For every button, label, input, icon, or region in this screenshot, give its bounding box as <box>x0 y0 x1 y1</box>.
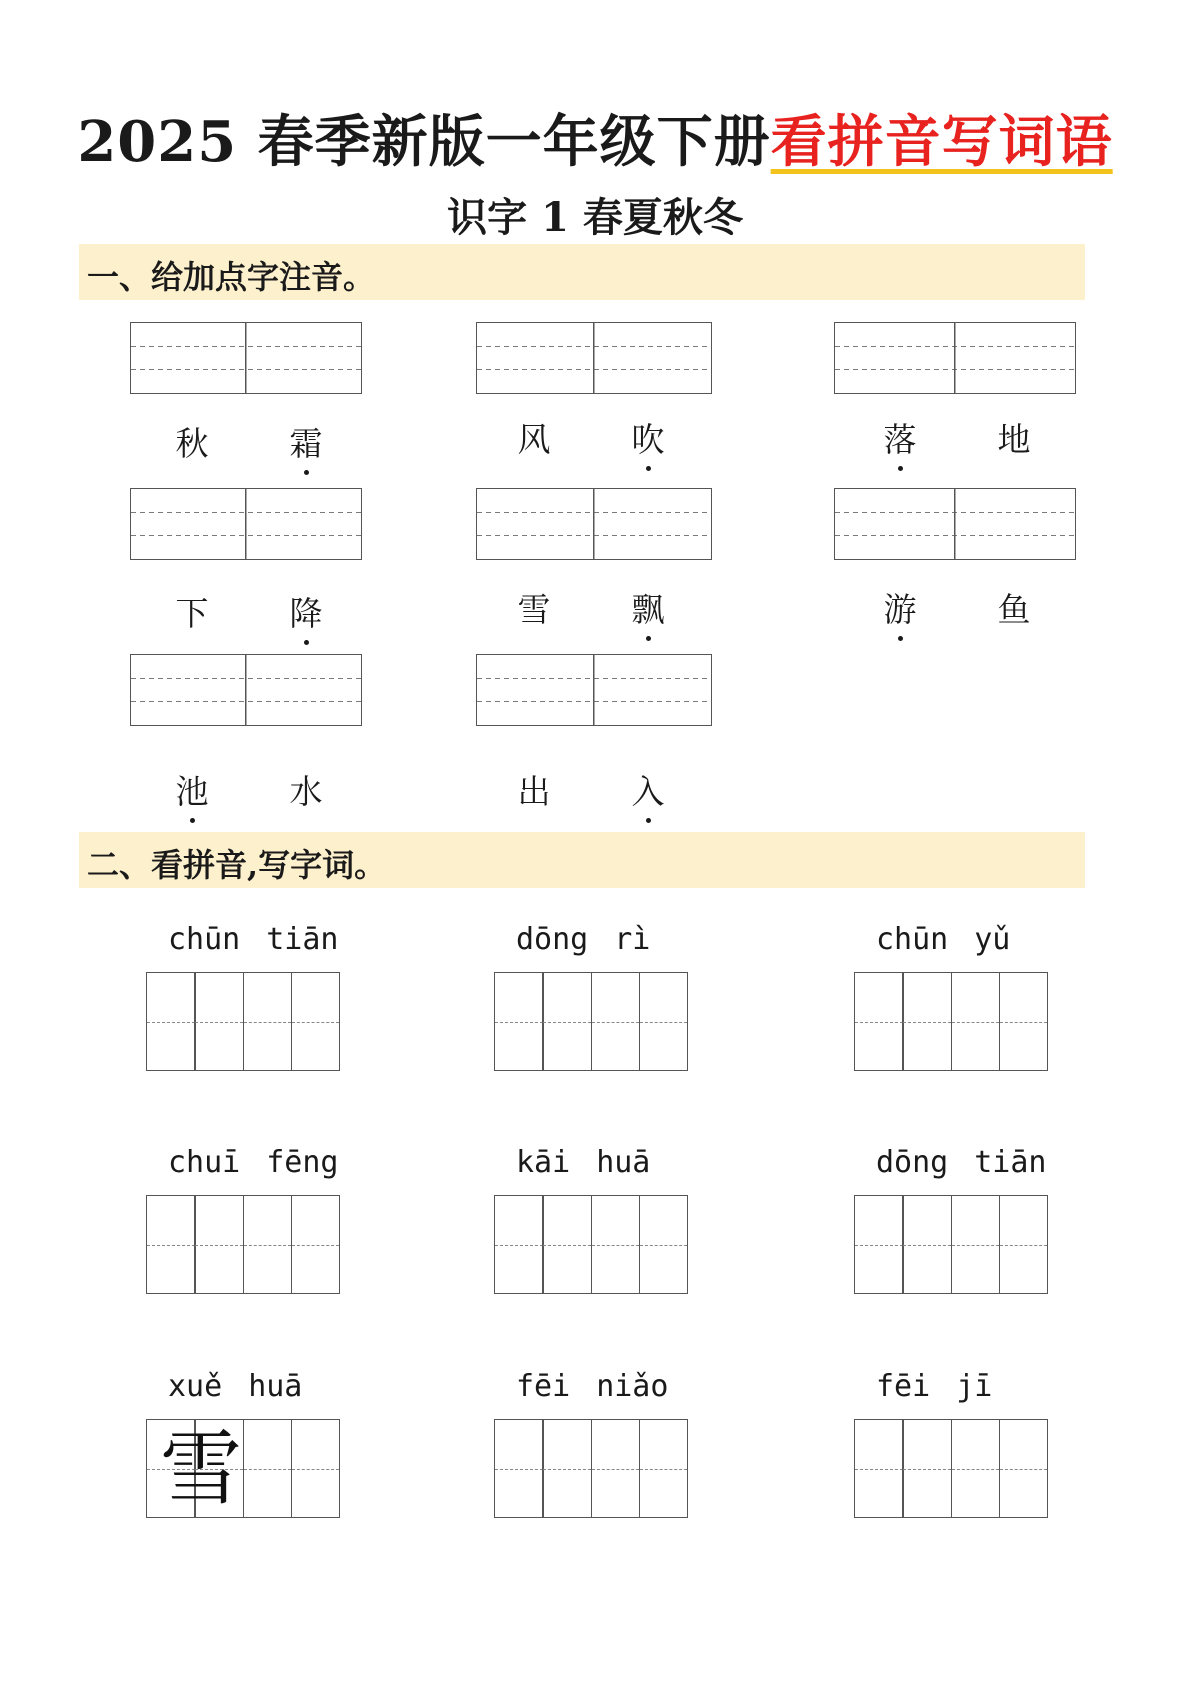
pinyin-syllable: chūn <box>168 922 241 957</box>
writing-cell[interactable] <box>243 1419 293 1518</box>
writing-cell[interactable] <box>854 972 904 1071</box>
word-characters <box>172 766 326 813</box>
pinyin-syllable: rì <box>614 922 651 957</box>
pinyin-answer-box[interactable] <box>476 654 712 726</box>
page-title <box>0 98 1190 178</box>
writing-cell[interactable] <box>591 1419 641 1518</box>
writing-cell[interactable] <box>854 1419 904 1518</box>
section1-header <box>79 244 1085 300</box>
page-subtitle: 识字 1 春夏秋冬 <box>447 194 743 241</box>
character: 水 <box>289 772 323 811</box>
pinyin-syllable: yǔ <box>974 922 1011 957</box>
pinyin-label <box>876 1145 1047 1180</box>
pinyin-syllable: tiān <box>266 922 339 957</box>
pinyin-answer-box[interactable] <box>834 488 1076 560</box>
character: 风 <box>517 420 551 459</box>
writing-cell[interactable] <box>542 1419 592 1518</box>
writing-cell[interactable] <box>951 972 1001 1071</box>
section2-header <box>79 832 1085 888</box>
writing-cell[interactable] <box>494 972 544 1071</box>
writing-grid <box>146 1195 344 1294</box>
pinyin-syllable: fēi <box>876 1369 931 1404</box>
pinyin-label <box>168 1145 339 1180</box>
dotted-character: 降 <box>286 588 326 635</box>
pinyin-syllable: dōng <box>876 1145 949 1180</box>
word-characters <box>880 584 1034 631</box>
character: 下 <box>175 594 209 633</box>
writing-grid <box>854 1195 1052 1294</box>
dotted-character: 霜 <box>286 418 326 465</box>
section2-heading: 二、看拼音,写字词。 <box>87 846 387 884</box>
writing-cell[interactable] <box>951 1195 1001 1294</box>
pinyin-syllable: huā <box>248 1369 303 1404</box>
character: 秋 <box>175 424 209 463</box>
writing-cell[interactable] <box>494 1195 544 1294</box>
pinyin-label <box>168 922 339 957</box>
pinyin-syllable: fēi <box>516 1369 571 1404</box>
dotted-character: 落 <box>880 414 920 461</box>
writing-cell[interactable] <box>591 1195 641 1294</box>
pinyin-syllable: dōng <box>516 922 589 957</box>
pinyin-label <box>876 922 1010 957</box>
writing-cell[interactable] <box>291 1419 341 1518</box>
writing-grid <box>494 1419 692 1518</box>
writing-cell[interactable] <box>639 1419 689 1518</box>
character: 鱼 <box>997 590 1031 629</box>
writing-cell[interactable] <box>591 972 641 1071</box>
pinyin-label <box>516 1145 650 1180</box>
section1-heading: 一、给加点字注音。 <box>87 258 376 296</box>
word-characters <box>172 588 326 635</box>
writing-cell[interactable] <box>639 1195 689 1294</box>
pinyin-label <box>516 1369 668 1404</box>
writing-cell[interactable] <box>951 1419 1001 1518</box>
pinyin-syllable: chūn <box>876 922 949 957</box>
writing-cell[interactable] <box>243 972 293 1071</box>
writing-cell[interactable] <box>902 972 952 1071</box>
writing-cell[interactable] <box>999 1195 1049 1294</box>
pinyin-syllable: fēng <box>266 1145 339 1180</box>
writing-cell[interactable] <box>639 972 689 1071</box>
writing-cell[interactable] <box>999 972 1049 1071</box>
writing-cell[interactable] <box>291 1195 341 1294</box>
dotted-character: 池 <box>172 766 212 813</box>
title-highlight: 看拼音写词语 <box>770 109 1113 175</box>
character: 地 <box>997 420 1031 459</box>
pinyin-syllable: chuī <box>168 1145 241 1180</box>
pinyin-answer-box[interactable] <box>130 488 362 560</box>
writing-cell[interactable] <box>146 1195 196 1294</box>
writing-cell[interactable] <box>146 972 196 1071</box>
pinyin-answer-box[interactable] <box>130 654 362 726</box>
dotted-character: 飘 <box>628 584 668 631</box>
writing-grid <box>854 972 1052 1071</box>
pinyin-answer-box[interactable] <box>476 322 712 394</box>
word-characters <box>514 584 668 631</box>
writing-grid <box>854 1419 1052 1518</box>
writing-cell[interactable] <box>194 1195 244 1294</box>
word-characters <box>514 766 668 813</box>
pinyin-label <box>516 922 650 957</box>
writing-grid <box>494 972 692 1071</box>
writing-cell[interactable] <box>542 1195 592 1294</box>
word-characters <box>172 418 326 465</box>
pinyin-syllable: niǎo <box>596 1369 669 1404</box>
pinyin-label <box>168 1369 302 1404</box>
word-characters <box>514 414 668 461</box>
writing-cell[interactable] <box>243 1195 293 1294</box>
sample-character: 雪 <box>160 1422 243 1517</box>
writing-grid <box>494 1195 692 1294</box>
writing-cell[interactable] <box>999 1419 1049 1518</box>
writing-grid <box>146 972 344 1071</box>
writing-cell[interactable] <box>494 1419 544 1518</box>
pinyin-syllable: xuě <box>168 1369 223 1404</box>
character: 出 <box>517 772 551 811</box>
pinyin-answer-box[interactable] <box>476 488 712 560</box>
writing-cell[interactable] <box>542 972 592 1071</box>
pinyin-label <box>876 1369 992 1404</box>
word-characters <box>880 414 1034 461</box>
pinyin-answer-box[interactable] <box>130 322 362 394</box>
character: 雪 <box>517 590 551 629</box>
writing-cell[interactable] <box>291 972 341 1071</box>
dotted-character: 吹 <box>628 414 668 461</box>
pinyin-syllable: kāi <box>516 1145 571 1180</box>
dotted-character: 游 <box>880 584 920 631</box>
writing-cell[interactable] <box>902 1195 952 1294</box>
writing-cell[interactable] <box>854 1195 904 1294</box>
pinyin-syllable: jī <box>956 1369 993 1404</box>
writing-cell[interactable] <box>902 1419 952 1518</box>
pinyin-syllable: huā <box>596 1145 651 1180</box>
pinyin-syllable: tiān <box>974 1145 1047 1180</box>
pinyin-answer-box[interactable] <box>834 322 1076 394</box>
writing-cell[interactable] <box>194 972 244 1071</box>
title-prefix: 2025 春季新版一年级下册 <box>77 109 771 175</box>
dotted-character: 入 <box>628 766 668 813</box>
